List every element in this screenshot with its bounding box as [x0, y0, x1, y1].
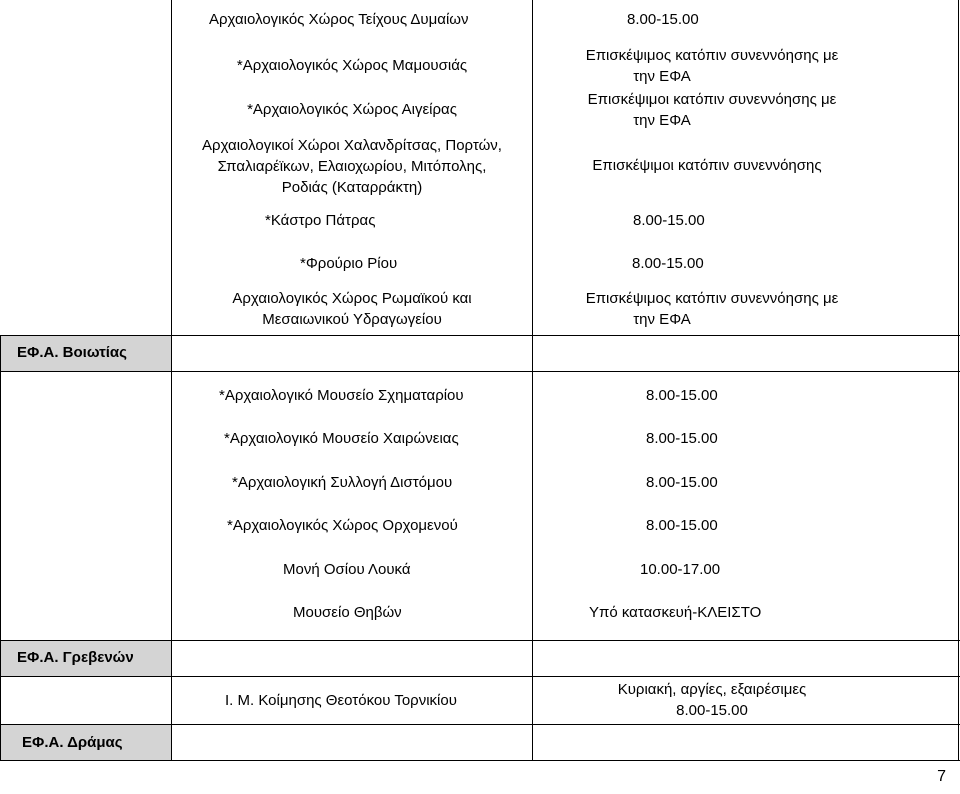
site-name: *Αρχαιολογικός Χώρος Αιγείρας	[247, 101, 457, 118]
visiting-hours-line2: την ΕΦΑ	[633, 311, 691, 328]
visiting-hours: 8.00-15.00	[646, 474, 718, 491]
site-name: *Αρχαιολογική Συλλογή Διστόμου	[232, 474, 453, 491]
site-name: *Αρχαιολογικό Μουσείο Χαιρώνειας	[224, 430, 459, 447]
site-name: *Αρχαιολογικό Μουσείο Σχηματαρίου	[219, 387, 464, 404]
visiting-hours: 8.00-15.00	[633, 212, 705, 229]
table-border	[0, 371, 960, 372]
site-name-line1: Αρχαιολογικός Χώρος Ρωμαϊκού και	[232, 290, 472, 307]
site-name: Ι. Μ. Κοίμησης Θεοτόκου Τορνικίου	[225, 692, 457, 709]
site-name: Μονή Οσίου Λουκά	[283, 561, 411, 578]
region-heading: ΕΦ.Α. Βοιωτίας	[17, 344, 127, 361]
table-border	[0, 724, 960, 725]
region-heading: ΕΦ.Α. Γρεβενών	[17, 649, 134, 666]
region-cell-grevena-right	[171, 640, 960, 676]
visiting-hours: Επισκέψιμοι κατόπιν συνεννόησης	[592, 157, 822, 174]
table-border	[0, 640, 960, 641]
visiting-hours-line2: 8.00-15.00	[676, 702, 748, 719]
visiting-hours: 8.00-15.00	[632, 255, 704, 272]
site-name-line2: Σπαλιαρέϊκων, Ελαιοχωρίου, Μιτόπολης,	[217, 158, 487, 175]
region-heading: ΕΦ.Α. Δράμας	[22, 734, 123, 751]
site-name: *Αρχαιολογικός Χώρος Ορχομενού	[227, 517, 458, 534]
visiting-hours-line1: Επισκέψιμος κατόπιν συνεννόησης με	[585, 290, 839, 307]
visiting-hours: 8.00-15.00	[646, 430, 718, 447]
site-name: *Φρούριο Ρίου	[300, 255, 398, 272]
visiting-hours-line1: Επισκέψιμος κατόπιν συνεννόησης με	[585, 47, 839, 64]
visiting-hours: Υπό κατασκευή-ΚΛΕΙΣΤΟ	[589, 604, 762, 621]
page-number: 7	[937, 768, 946, 785]
table-border	[0, 335, 1, 760]
table-border	[0, 335, 960, 336]
table-border	[958, 0, 959, 760]
site-name-line2: Μεσαιωνικού Υδραγωγείου	[262, 311, 442, 328]
site-name-line3: Ροδιάς (Καταρράκτη)	[281, 179, 423, 196]
visiting-hours: 10.00-17.00	[640, 561, 721, 578]
visiting-hours: 8.00-15.00	[646, 517, 718, 534]
visiting-hours-line2: την ΕΦΑ	[633, 112, 691, 129]
site-name: Μουσείο Θηβών	[293, 604, 402, 621]
table-border	[0, 676, 960, 677]
region-cell-voiotia-right	[171, 335, 960, 371]
region-cell-drama-right	[171, 724, 960, 760]
site-name: *Κάστρο Πάτρας	[265, 212, 376, 229]
visiting-hours: 8.00-15.00	[627, 11, 699, 28]
site-name-line1: Αρχαιολογικοί Χώροι Χαλανδρίτσας, Πορτών,	[202, 137, 502, 154]
table-border	[0, 760, 960, 761]
site-name: Αρχαιολογικός Χώρος Τείχους Δυμαίων	[209, 11, 469, 28]
visiting-hours-line1: Κυριακή, αργίες, εξαιρέσιμες	[617, 681, 807, 698]
visiting-hours-line2: την ΕΦΑ	[633, 68, 691, 85]
site-name: *Αρχαιολογικός Χώρος Μαμουσιάς	[236, 57, 468, 74]
visiting-hours: 8.00-15.00	[646, 387, 718, 404]
visiting-hours-line1: Επισκέψιμοι κατόπιν συνεννόησης με	[587, 91, 837, 108]
